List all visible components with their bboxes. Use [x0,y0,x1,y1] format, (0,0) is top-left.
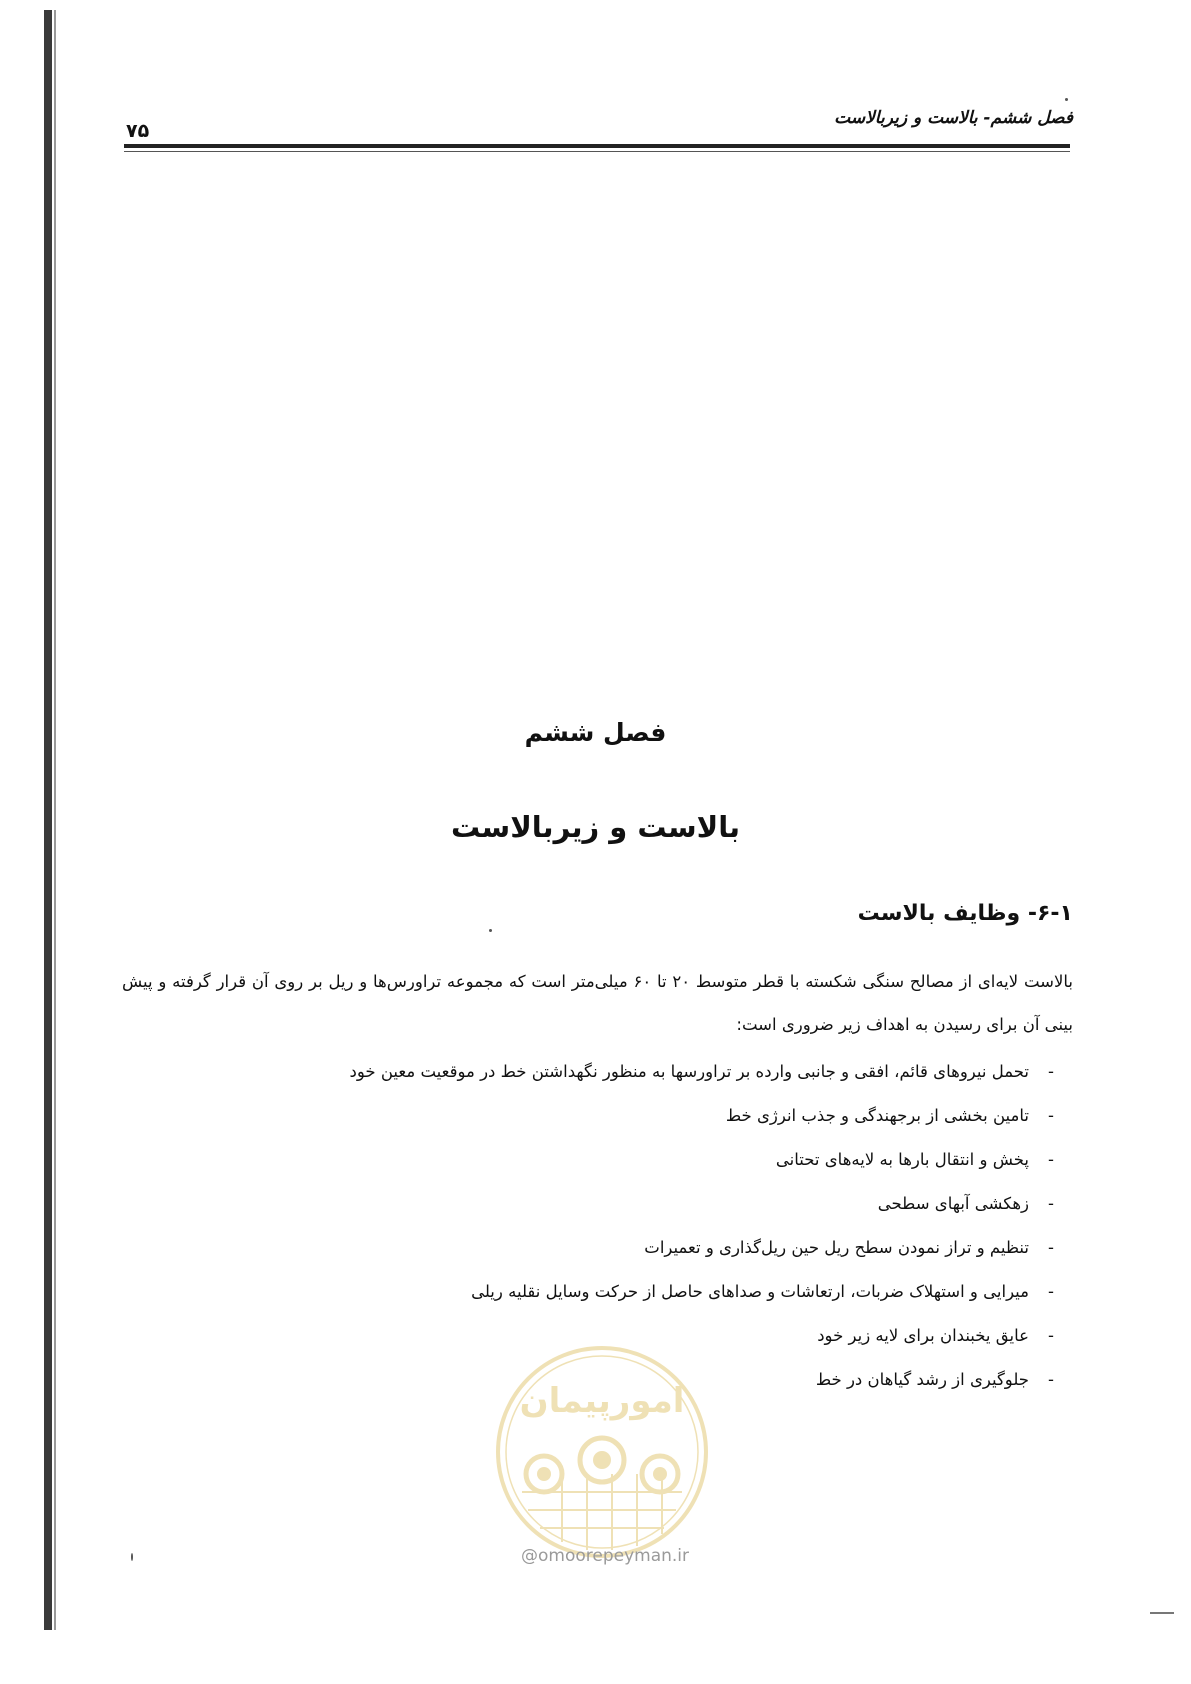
chapter-label: فصل ششم [524,718,667,747]
header-rule [124,144,1070,148]
intro-paragraph: بالاست لایه‌ای از مصالح سنگی شکسته با قطر متوسط ۲۰ تا ۶۰ میلی‌متر است که مجموعه تراورس‌ها و ریل بر روی آن قرار گرفته و پیش بینی آن برای رسیدن به اهداف زیر ضروری است: [122,972,1074,1034]
bullet-dash: - [1048,1238,1054,1257]
scan-speck [1065,98,1068,101]
list-item-text: تامین بخشی از برجهندگی و جذب انرژی خط [725,1106,1029,1125]
bullet-dash: - [1048,1150,1054,1169]
list-item [300,1182,1073,1226]
running-header-title: فصل ششم- بالاست و زیربالاست [834,108,1073,128]
watermark-caption: @omoorepeyman.ir [520,1546,690,1566]
header-rule-thin [124,151,1070,152]
list-item [300,1270,1073,1314]
bullet-dash: - [1048,1326,1054,1345]
margin-mark [1150,1612,1174,1614]
list-item-text: جلوگیری از رشد گیاهان در خط [815,1370,1029,1389]
list-item-text: پخش و انتقال بارها به لایه‌های تحتانی [775,1150,1029,1169]
list-item [300,1050,1073,1094]
bullet-dash: - [1048,1194,1054,1213]
scan-speck [131,1553,133,1561]
watermark-logo [492,1342,712,1562]
bullet-dash: - [1048,1282,1054,1301]
section-heading: ۶-۱- وظایف بالاست [857,901,1073,926]
list-item-text: زهکشی آبهای سطحی [877,1194,1029,1213]
chapter-title: بالاست و زیربالاست [450,810,741,844]
bullet-dash: - [1048,1062,1054,1081]
list-item-text: میرایی و استهلاک ضربات، ارتعاشات و صداهای حاصل از حرکت وسایل نقلیه ریلی [471,1282,1029,1301]
list-item-text: تنظیم و تراز نمودن سطح ریل حین ریل‌گذاری و تعمیرات [644,1238,1029,1257]
list-item-text: عایق یخبندان برای لایه زیر خود [817,1326,1029,1345]
bullet-dash: - [1048,1106,1054,1125]
list-item [300,1094,1073,1138]
watermark-logo-text: امورپیمان [519,1381,685,1421]
list-item-text: تحمل نیروهای قائم، افقی و جانبی وارده بر تراورسها به منظور نگهداشتن خط در موقعیت معین خود [349,1062,1029,1081]
list-item [300,1226,1073,1270]
scan-speck [489,929,492,932]
list-item [300,1138,1073,1182]
page-number: ۷۵ [126,120,150,142]
bullet-dash: - [1048,1370,1054,1389]
